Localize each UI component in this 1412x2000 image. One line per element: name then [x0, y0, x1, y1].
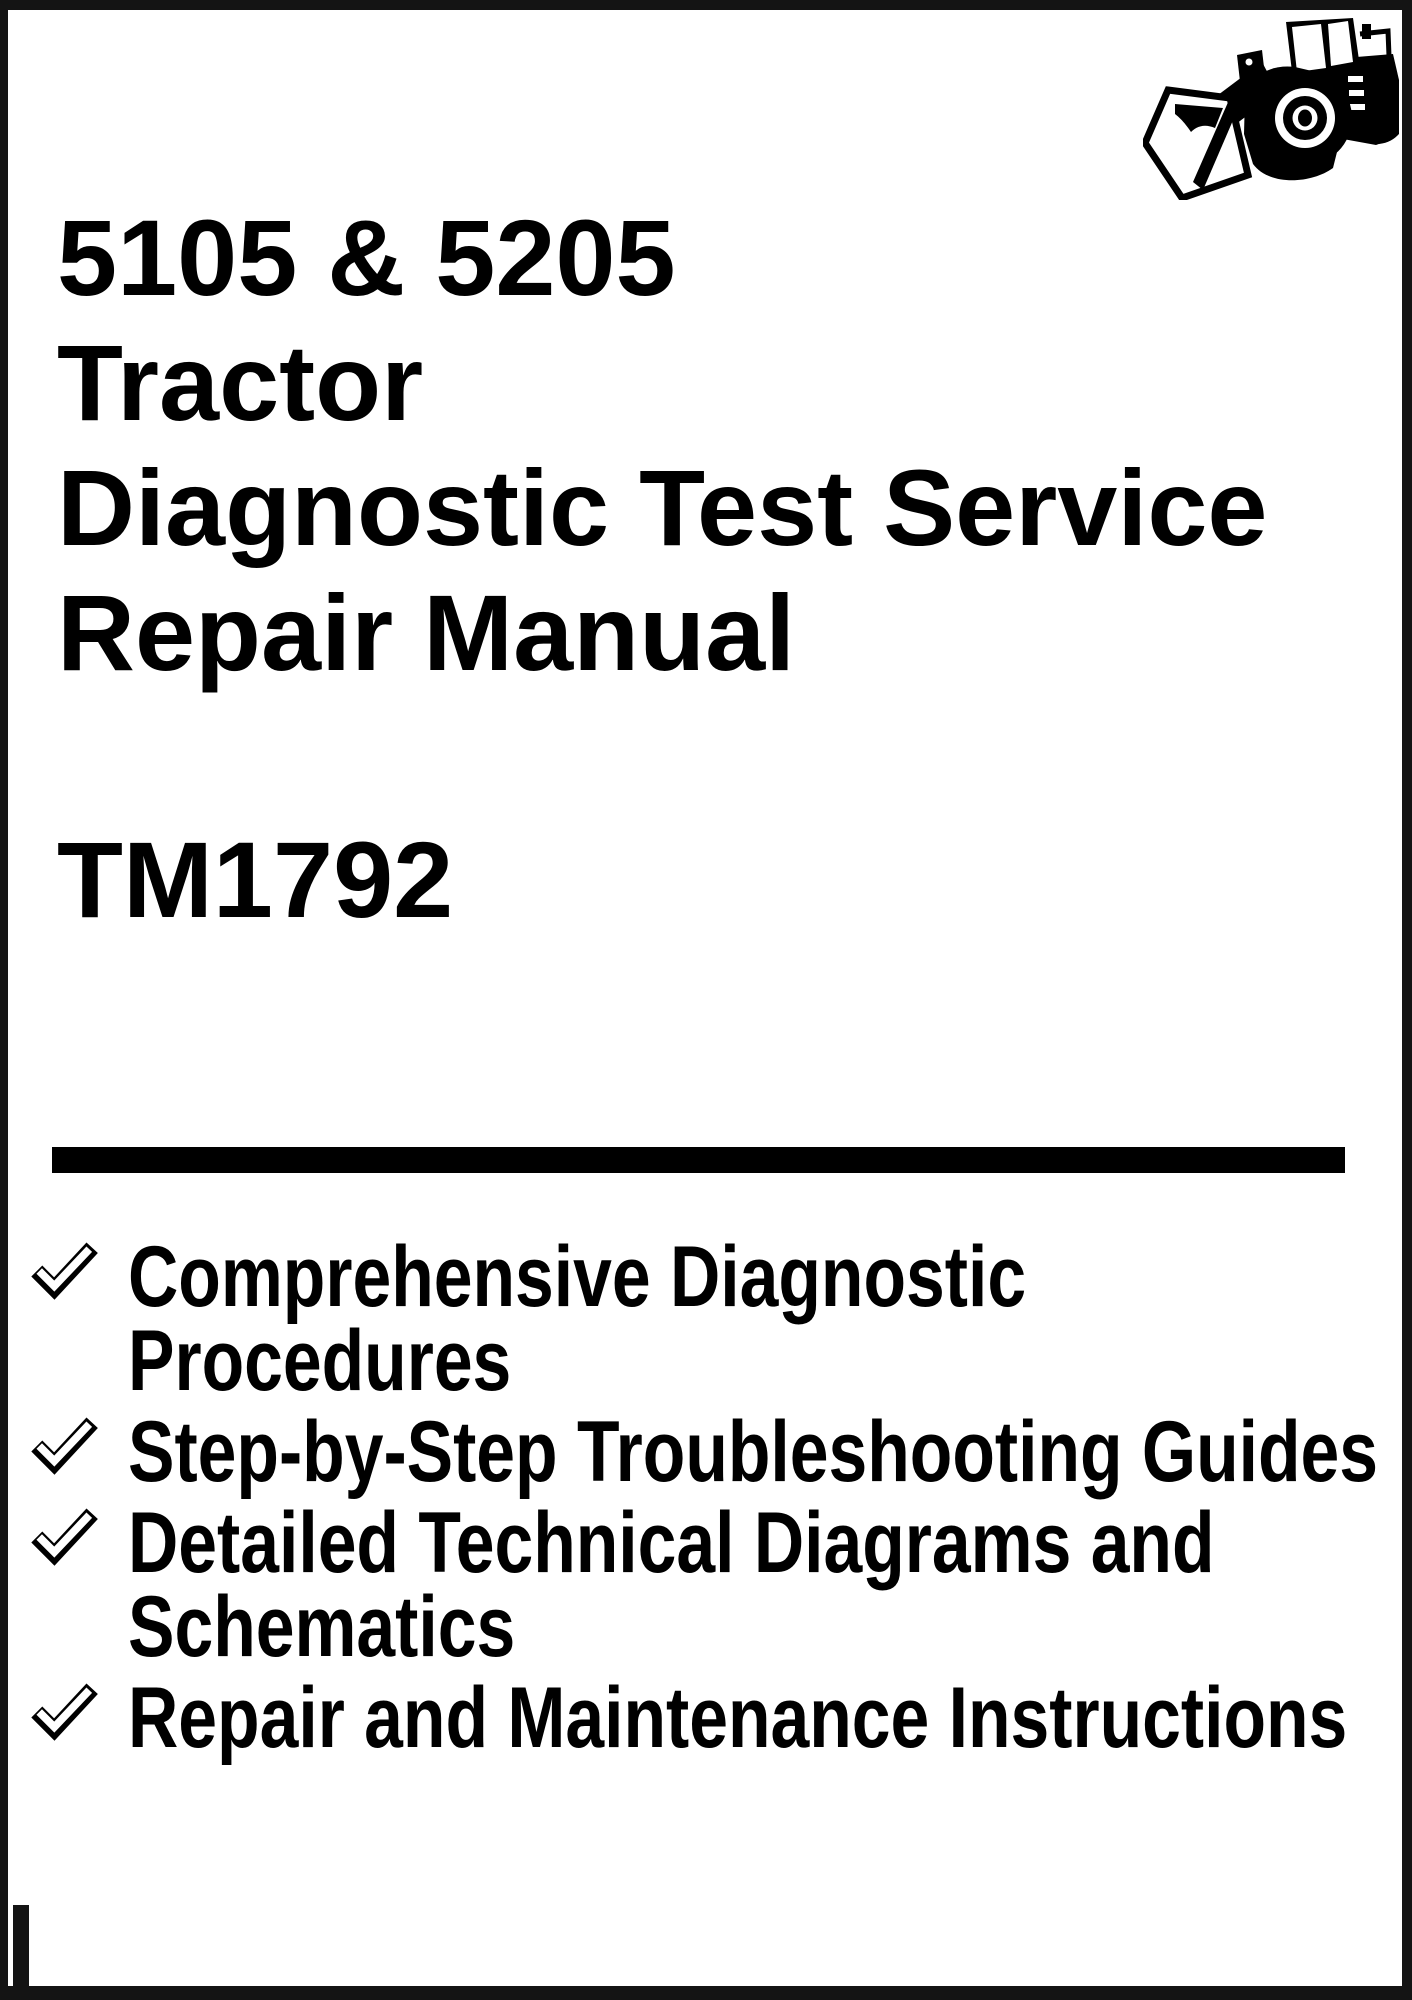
feature-text: Schematics	[128, 1579, 516, 1675]
feature-text: Procedures	[128, 1313, 512, 1409]
check-outline-icon	[30, 1417, 98, 1479]
check-outline-icon	[30, 1683, 98, 1745]
divider-bar	[52, 1147, 1345, 1173]
front-wheel	[1258, 71, 1352, 165]
list-item	[0, 1229, 1412, 1409]
scan-edge-artifact	[13, 1905, 29, 1987]
feature-text: Detailed Technical Diagrams and	[128, 1495, 1215, 1591]
page-title	[57, 195, 1267, 695]
model-number: TM1792	[57, 819, 454, 940]
title-line: Repair Manual	[57, 572, 796, 693]
title-line: Diagnostic Test Service	[57, 447, 1268, 568]
wheel-loader-illustration-icon	[1143, 18, 1399, 200]
feature-text: Comprehensive Diagnostic	[128, 1229, 1027, 1325]
feature-text: Step-by-Step Troubleshooting Guides	[128, 1404, 1379, 1500]
check-outline-icon	[30, 1508, 98, 1570]
list-item	[0, 1495, 1412, 1675]
feature-list	[0, 1229, 1412, 1767]
title-line: 5105 & 5205	[57, 197, 676, 318]
check-outline-icon	[30, 1242, 98, 1304]
title-line: Tractor	[57, 322, 424, 443]
list-item	[0, 1404, 1412, 1500]
list-item	[0, 1670, 1412, 1766]
feature-text: Repair and Maintenance Instructions	[128, 1670, 1348, 1766]
